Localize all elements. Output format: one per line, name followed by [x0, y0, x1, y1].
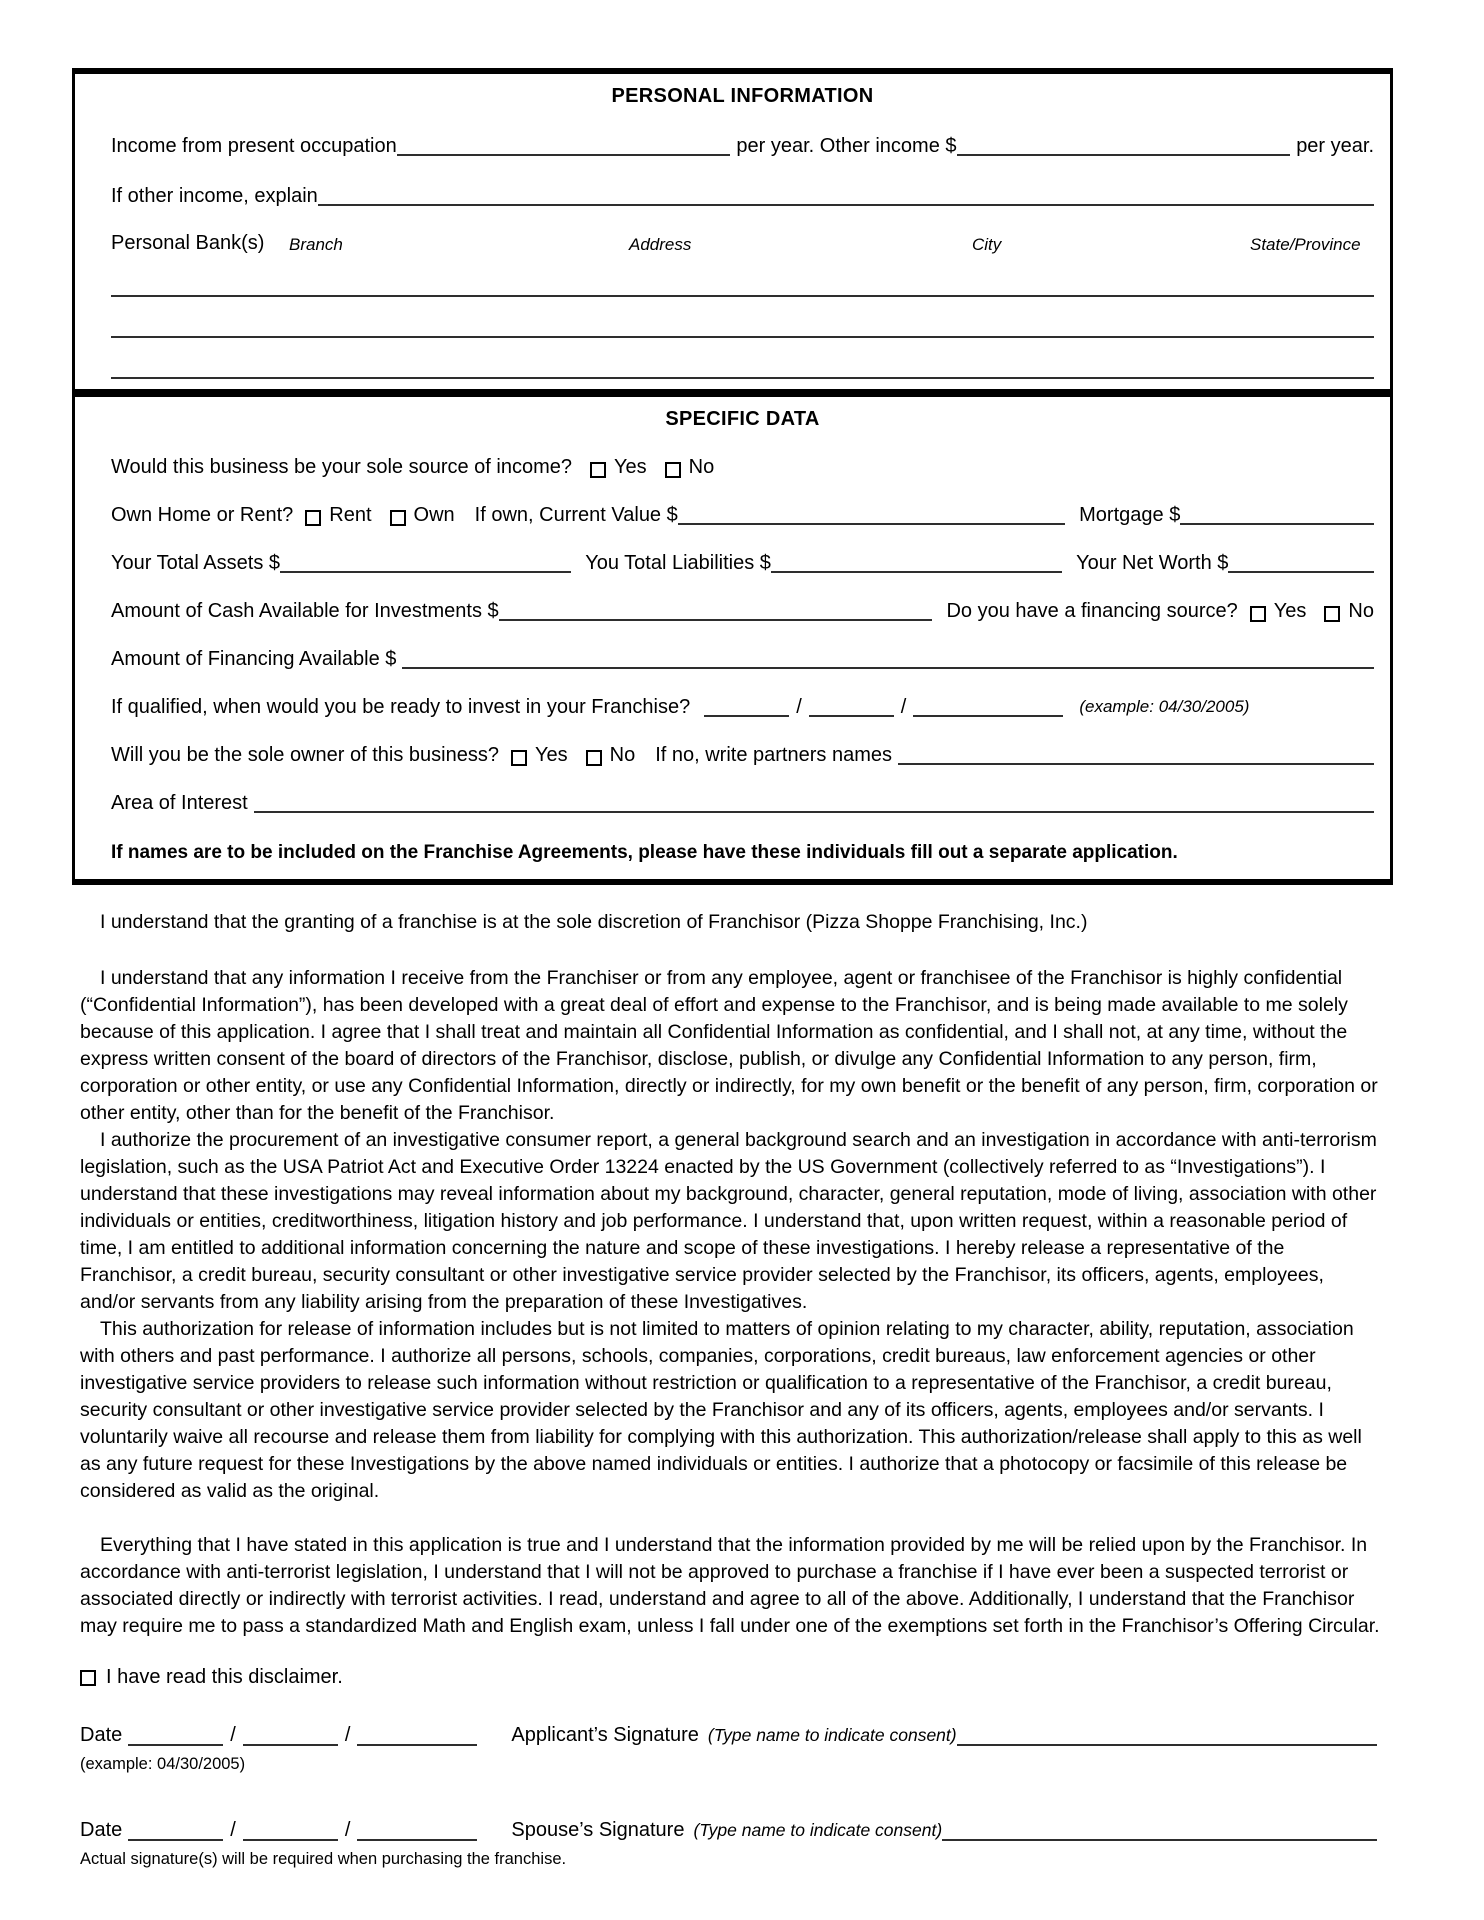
sole-income-yes-label: Yes — [614, 456, 647, 478]
net-worth-field[interactable] — [1228, 571, 1374, 573]
current-value-field[interactable] — [678, 523, 1065, 525]
partners-names-label: If no, write partners names — [655, 744, 892, 766]
applicant-date-month-field[interactable] — [128, 1744, 223, 1746]
date-slash: / — [900, 696, 907, 718]
sole-owner-no-label: No — [609, 744, 636, 766]
form-boxes — [72, 0, 1393, 885]
income-occupation-label: Income from present occupation — [111, 135, 397, 157]
sole-income-question: Would this business be your sole source of income? — [111, 456, 572, 478]
explain-income-label: If other income, explain — [111, 185, 318, 207]
financing-available-row — [111, 647, 1374, 671]
sole-owner-yes-checkbox[interactable] — [511, 750, 527, 766]
spouse-signature-row — [80, 1818, 1377, 1843]
total-liabilities-field[interactable] — [771, 571, 1062, 573]
sole-owner-yes-option — [511, 743, 568, 767]
income-row — [111, 134, 1374, 158]
actual-signature-note: Actual signature(s) will be required when purchasing the franchise. — [80, 1850, 567, 1868]
total-liabilities-label: You Total Liabilities $ — [585, 552, 771, 574]
applicant-signature-field[interactable] — [957, 1744, 1377, 1746]
partners-names-field[interactable] — [898, 763, 1374, 765]
applicant-date-year-field[interactable] — [357, 1744, 477, 1746]
financing-available-field[interactable] — [402, 667, 1374, 669]
read-disclaimer-label: I have read this disclaimer. — [106, 1666, 343, 1688]
disclaimer-text — [80, 909, 1380, 1640]
other-income-field[interactable] — [957, 154, 1291, 156]
financing-source-question: Do you have a financing source? — [946, 600, 1238, 622]
date-label: Date — [80, 1819, 123, 1841]
cash-available-field[interactable] — [499, 619, 933, 621]
applicant-signature-label: Applicant’s Signature — [511, 1724, 699, 1746]
mortgage-label: Mortgage $ — [1079, 504, 1181, 526]
sole-income-no-label: No — [688, 456, 715, 478]
disclaimer-paragraph-1: I understand that the granting of a franchise is at the sole discretion of Franchisor (Pizza Shoppe Franchising, Inc.) — [100, 911, 1088, 933]
date-example-note: (example: 04/30/2005) — [80, 1755, 246, 1773]
bank-column-address: Address — [629, 235, 692, 254]
personal-information-section — [72, 68, 1393, 397]
current-value-label: If own, Current Value $ — [474, 504, 678, 526]
financing-yes-option — [1250, 599, 1307, 623]
personal-bank-header-row — [111, 230, 1374, 256]
other-income-label: per year. Other income $ — [736, 135, 957, 157]
net-worth-label: Your Net Worth $ — [1076, 552, 1229, 574]
explain-income-row — [111, 184, 1374, 208]
rent-checkbox[interactable] — [305, 510, 321, 526]
specific-data-title: SPECIFIC DATA — [665, 408, 820, 430]
applicant-consent-hint: (Type name to indicate consent) — [707, 1725, 957, 1745]
bank-entry-line[interactable] — [111, 297, 1374, 338]
invest-date-question: If qualified, when would you be ready to invest in your Franchise? — [111, 696, 691, 718]
date-slash: / — [344, 1819, 351, 1841]
invest-day-field[interactable] — [809, 715, 894, 717]
bank-entry-line[interactable] — [111, 256, 1374, 297]
date-slash: / — [230, 1819, 236, 1841]
explain-income-field[interactable] — [318, 204, 1374, 206]
own-checkbox[interactable] — [390, 510, 406, 526]
signature-section — [80, 1723, 1377, 1869]
bank-entry-line[interactable] — [111, 338, 1374, 379]
read-disclaimer-checkbox[interactable] — [80, 1670, 96, 1686]
own-home-row — [111, 503, 1374, 527]
cash-available-label: Amount of Cash Available for Investments $ — [111, 600, 499, 622]
spouse-signature-label: Spouse’s Signature — [511, 1819, 685, 1841]
mortgage-field[interactable] — [1180, 523, 1374, 525]
financing-no-option — [1324, 599, 1374, 623]
financing-no-checkbox[interactable] — [1324, 606, 1340, 622]
personal-information-title: PERSONAL INFORMATION — [611, 85, 874, 107]
rent-label: Rent — [329, 504, 372, 526]
own-label: Own — [413, 504, 455, 526]
invest-date-example: (example: 04/30/2005) — [1079, 697, 1250, 716]
personal-bank-label: Personal Bank(s) — [111, 232, 265, 254]
invest-month-field[interactable] — [704, 715, 789, 717]
financing-yes-label: Yes — [1273, 600, 1307, 622]
area-of-interest-field[interactable] — [254, 811, 1374, 813]
spouse-date-day-field[interactable] — [243, 1839, 338, 1841]
date-slash: / — [796, 696, 802, 718]
spouse-date-month-field[interactable] — [128, 1839, 223, 1841]
separate-application-note: If names are to be included on the Franchise Agreements, please have these individuals fill out a separate application. — [111, 842, 1178, 863]
date-slash: / — [230, 1724, 236, 1746]
date-slash: / — [344, 1724, 351, 1746]
sole-income-row — [111, 455, 1374, 479]
area-of-interest-label: Area of Interest — [111, 792, 248, 814]
bank-column-city: City — [972, 235, 1002, 254]
sole-income-no-checkbox[interactable] — [665, 462, 681, 478]
sole-owner-no-checkbox[interactable] — [586, 750, 602, 766]
own-option — [390, 503, 455, 527]
own-home-question: Own Home or Rent? — [111, 504, 294, 526]
applicant-signature-row — [80, 1723, 1377, 1748]
financing-no-label: No — [1348, 600, 1374, 622]
total-assets-label: Your Total Assets $ — [111, 552, 281, 574]
per-year-label: per year. — [1296, 135, 1375, 157]
financing-available-label: Amount of Financing Available $ — [111, 648, 397, 670]
bank-column-branch: Branch — [289, 235, 343, 254]
income-occupation-field[interactable] — [397, 154, 731, 156]
rent-option — [305, 503, 371, 527]
bank-column-state-province: State/Province — [1250, 235, 1361, 254]
invest-date-row — [111, 695, 1374, 719]
financing-yes-checkbox[interactable] — [1250, 606, 1266, 622]
disclaimer-paragraph-3: I authorize the procurement of an investigative consumer report, a general background search and an investigation in accordance with anti-terrorism legislation, such as the USA Patriot Act and Executive Order 13224 enacted by the US Government (collectively referred to as “Investigations”). I understand that these investigations may reveal information about my background, character, general reputation, mode of living, association with other individuals or entities, creditworthiness, litigation history and job performance. I understand that, upon written request, within a reasonable period of time, I am entitled to additional information concerning the nature and scope of these investigations. I hereby release a representative of the Franchisor, a credit bureau, security consultant or other investigative service provider selected by the Franchisor, its officers, agents, employees, and/or servants from any liability arising from the preparation of these Investigatives. — [80, 1129, 1377, 1313]
spouse-consent-hint: (Type name to indicate consent) — [693, 1820, 943, 1840]
area-of-interest-row — [111, 791, 1374, 815]
sole-owner-row — [111, 743, 1374, 767]
sole-owner-yes-label: Yes — [534, 744, 568, 766]
disclaimer-paragraph-5: Everything that I have stated in this application is true and I understand that the information provided by me will be relied upon by the Franchisor. In accordance with anti-terrorist legislation, I understand that I will not be approved to purchase a franchise if I have ever been a suspected terrorist or associated directly or indirectly with terrorist activities. I read, understand and agree to all of the above. Additionally, I understand that the Franchisor may require me to pass a standardized Math and English exam, unless I fall under one of the exemptions set forth in the Franchisor’s Offering Circular. — [80, 1534, 1380, 1637]
date-label: Date — [80, 1724, 123, 1746]
disclaimer-paragraph-2: I understand that any information I receive from the Franchiser or from any employee, agent or franchisee of the Franchisor is highly confidential (“Confidential Information”), has been developed with a great deal of effort and expense to the Franchisor, and is being made available to me solely because of this application. I agree that I shall treat and maintain all Confidential Information as confidential, and I shall not, at any time, without the express written consent of the board of directors of the Franchisor, disclose, publish, or divulge any Confidential Information to any person, firm, corporation or other entity, or use any Confidential Information, directly or indirectly, for my own benefit or the benefit of any person, firm, corporation or other entity, other than for the benefit of the Franchisor. — [80, 967, 1378, 1124]
sole-income-yes-option — [590, 455, 647, 479]
spouse-signature-field[interactable] — [942, 1839, 1377, 1841]
specific-data-section — [72, 397, 1393, 885]
sole-owner-question: Will you be the sole owner of this business? — [111, 744, 499, 766]
sole-owner-no-option — [586, 743, 636, 767]
cash-available-row — [111, 599, 1374, 623]
applicant-date-day-field[interactable] — [243, 1744, 338, 1746]
invest-year-field[interactable] — [913, 715, 1063, 717]
spouse-date-year-field[interactable] — [357, 1839, 477, 1841]
sole-income-yes-checkbox[interactable] — [590, 462, 606, 478]
read-disclaimer-row — [80, 1666, 1380, 1689]
total-assets-field[interactable] — [280, 571, 571, 573]
disclaimer-paragraph-4: This authorization for release of information includes but is not limited to matters of opinion relating to my character, ability, reputation, association with others and past performance. I authorize all persons, schools, companies, corporations, credit bureaus, law enforcement agencies or other investigative service providers to release such information without restriction or qualification to a representative of the Franchisor, a credit bureau, security consultant or other investigative service provider selected by the Franchisor and any of its officers, agents, employees and/or servants. I voluntarily waive all recourse and release them from liability for complying with this authorization. This authorization/release shall apply to this as well as any future request for these Investigations by the above named individuals or entities. I authorize that a photocopy or facsimile of this release be considered as valid as the original. — [80, 1318, 1362, 1502]
sole-income-no-option — [665, 455, 715, 479]
assets-row — [111, 551, 1374, 575]
